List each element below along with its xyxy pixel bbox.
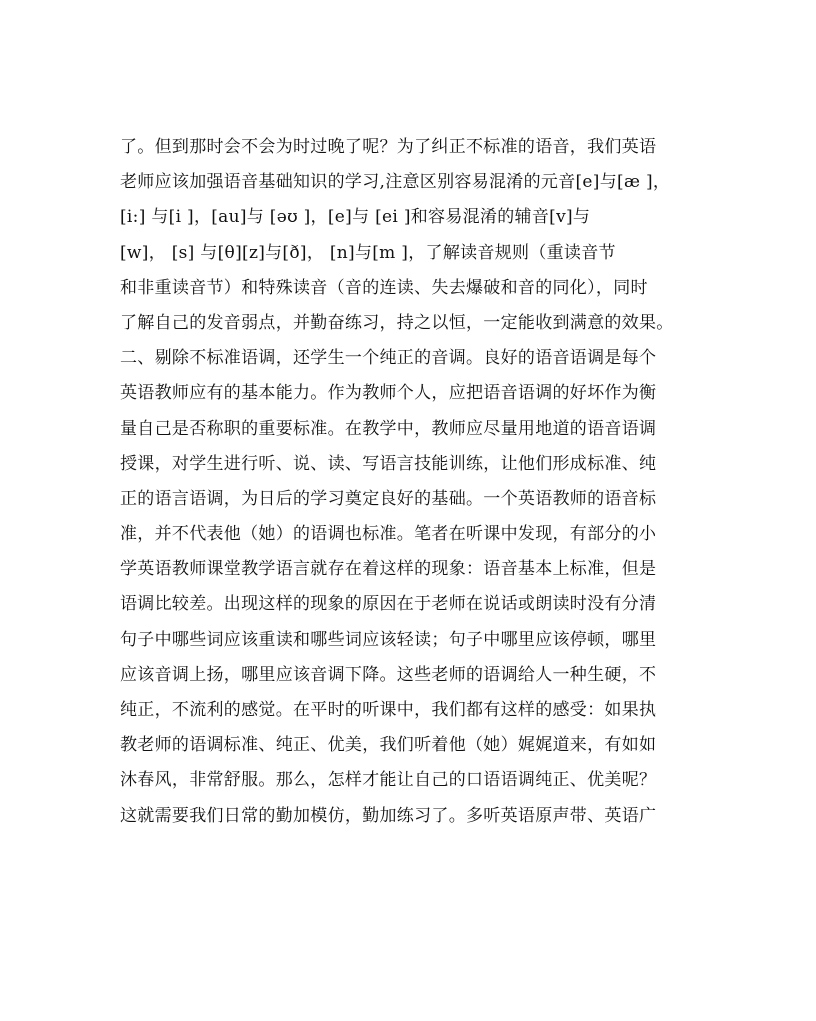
text-line: 纯正，不流利的感觉。在平时的听课中，我们都有这样的感受：如果执 (120, 700, 657, 720)
text-line: 老师应该加强语音基础知识的学习,注意区别容易混淆的元音[e]与[æ ]， (120, 172, 671, 193)
body-text (120, 130, 700, 834)
text-line: 语调比较差。出现这样的现象的原因在于老师在说话或朗读时没有分清 (120, 594, 657, 615)
text-line: [i:] 与[i ]，[au]与 [əʊ ]，[e]与 [ei ]和容易混淆的辅音[v]与 (120, 207, 591, 228)
text-line: 这就需要我们日常的勤加模仿，勤加练习了。多听英语原声带、英语广 (120, 805, 657, 826)
text-line: [w]， [s] 与[θ][z]与[ð]， [n]与[m ]，了解读音规则（重读音节 (120, 242, 616, 263)
text-line: 学英语教师课堂教学语言就存在着这样的现象：语音基本上标准，但是 (120, 559, 657, 580)
text-line: 准，并不代表他（她）的语调也标准。笔者在听课中发现，有部分的小 (120, 524, 657, 545)
text-line: 授课，对学生进行听、说、读、写语言技能训练，让他们形成标准、纯 (120, 453, 657, 474)
text-line: 句子中哪些词应该重读和哪些词应该轻读；句子中哪里应该停顿，哪里 (120, 629, 657, 650)
text-line: 二、剔除不标准语调，还学生一个纯正的音调。良好的语音语调是每个 (120, 348, 657, 369)
text-line: 和非重读音节）和特殊读音（音的连读、失去爆破和音的同化），同时 (120, 277, 648, 298)
text-line: 应该音调上扬，哪里应该音调下降。这些老师的语调给人一种生硬，不 (120, 664, 657, 685)
text-line: 正的语言语调，为日后的学习奠定良好的基础。一个英语教师的语音标 (120, 488, 657, 509)
text-line: 了。但到那时会不会为时过晚了呢？为了纠正不标准的语音，我们英语 (120, 137, 657, 157)
text-line: 教老师的语调标准、纯正、优美，我们听着他（她）娓娓道来，有如如 (120, 735, 657, 756)
text-line: 了解自己的发音弱点，并勤奋练习，持之以恒，一定能收到满意的效果。 (120, 312, 674, 333)
text-line: 沐春风，非常舒服。那么，怎样才能让自己的口语语调纯正、优美呢？ (120, 770, 657, 791)
text-line: 量自己是否称职的重要标准。在教学中，教师应尽量用地道的语音语调 (120, 418, 657, 439)
text-line: 英语教师应有的基本能力。作为教师个人，应把语音语调的好坏作为衡 (120, 383, 657, 404)
